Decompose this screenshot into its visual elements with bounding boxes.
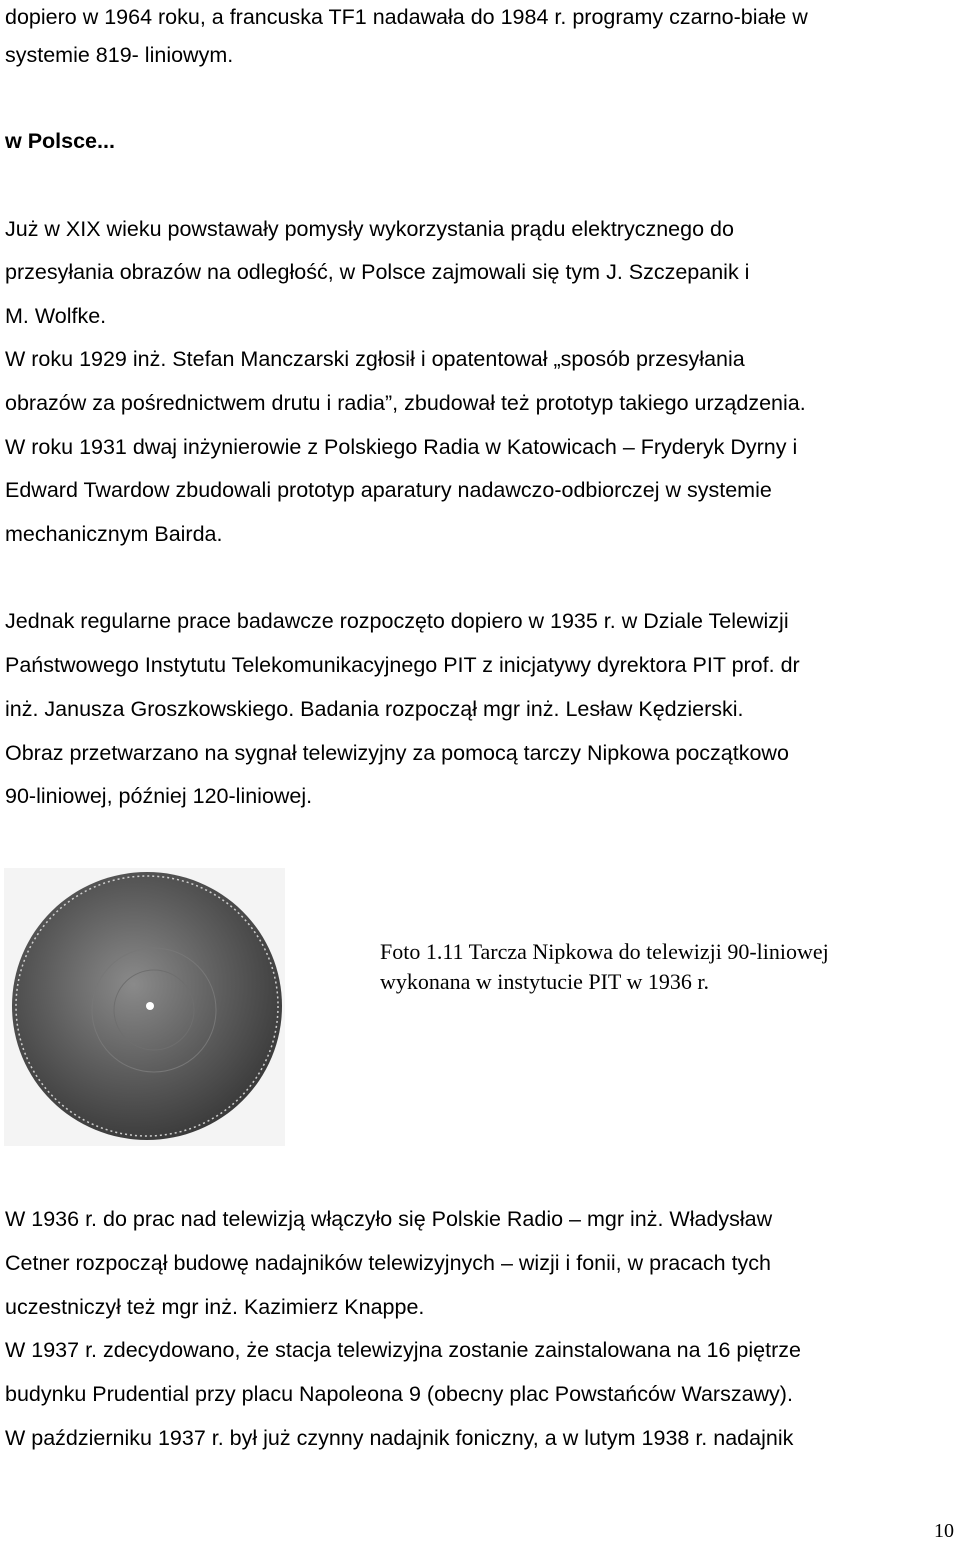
body-text-line: W roku 1931 dwaj inżynierowie z Polskiego Radia w Katowicach – Fryderyk Dyrny i xyxy=(5,435,798,459)
body-text-line: dopiero w 1964 roku, a francuska TF1 nadawała do 1984 r. programy czarno-białe w xyxy=(5,5,808,29)
body-text-line: W roku 1929 inż. Stefan Manczarski zgłosił i opatentował „sposób przesyłania xyxy=(5,347,745,371)
body-text-line: systemie 819- liniowym. xyxy=(5,43,234,67)
body-text-line: Jednak regularne prace badawcze rozpoczęto dopiero w 1935 r. w Dziale Telewizji xyxy=(5,609,789,633)
body-text-line: M. Wolfke. xyxy=(5,304,107,328)
body-text-line: W 1937 r. zdecydowano, że stacja telewizyjna zostanie zainstalowana na 16 piętrze xyxy=(5,1338,801,1362)
body-text-line: Państwowego Instytutu Telekomunikacyjnego PIT z inicjatywy dyrektora PIT prof. dr xyxy=(5,653,800,677)
body-text-line: Już w XIX wieku powstawały pomysły wykorzystania prądu elektrycznego do xyxy=(5,217,734,241)
body-text-line: Obraz przetwarzano na sygnał telewizyjny za pomocą tarczy Nipkowa początkowo xyxy=(5,741,789,765)
body-text-line: 90-liniowej, później 120-liniowej. xyxy=(5,784,313,808)
body-text-line: budynku Prudential przy placu Napoleona 9 (obecny plac Powstańców Warszawy). xyxy=(5,1382,793,1406)
body-text-line: inż. Janusza Groszkowskiego. Badania rozpoczął mgr inż. Lesław Kędzierski. xyxy=(5,697,744,721)
page-number: 10 xyxy=(934,1520,954,1542)
figure-caption-line: wykonana w instytucie PIT w 1936 r. xyxy=(380,969,709,994)
body-text-line: W październiku 1937 r. był już czynny nadajnik foniczny, a w lutym 1938 r. nadajnik xyxy=(5,1426,794,1450)
body-text-line: uczestniczył też mgr inż. Kazimierz Knappe. xyxy=(5,1295,425,1319)
body-text-line: Cetner rozpoczął budowę nadajników telewizyjnych – wizji i fonii, w pracach tych xyxy=(5,1251,772,1275)
section-heading: w Polsce... xyxy=(5,129,115,153)
body-text-line: przesyłania obrazów na odległość, w Polsce zajmowali się tym J. Szczepanik i xyxy=(5,260,750,284)
figure-caption-line: Foto 1.11 Tarcza Nipkowa do telewizji 90-liniowej xyxy=(380,939,829,964)
body-text-line: obrazów za pośrednictwem drutu i radia”, zbudował też prototyp takiego urządzenia. xyxy=(5,391,806,415)
nipkow-disk-photo xyxy=(4,868,285,1146)
body-text-line: Edward Twardow zbudowali prototyp aparatury nadawczo-odbiorczej w systemie xyxy=(5,478,772,502)
nipkow-disk-image xyxy=(4,868,285,1146)
body-text-line: W 1936 r. do prac nad telewizją włączyło się Polskie Radio – mgr inż. Władysław xyxy=(5,1207,773,1231)
body-text-line: mechanicznym Bairda. xyxy=(5,522,223,546)
